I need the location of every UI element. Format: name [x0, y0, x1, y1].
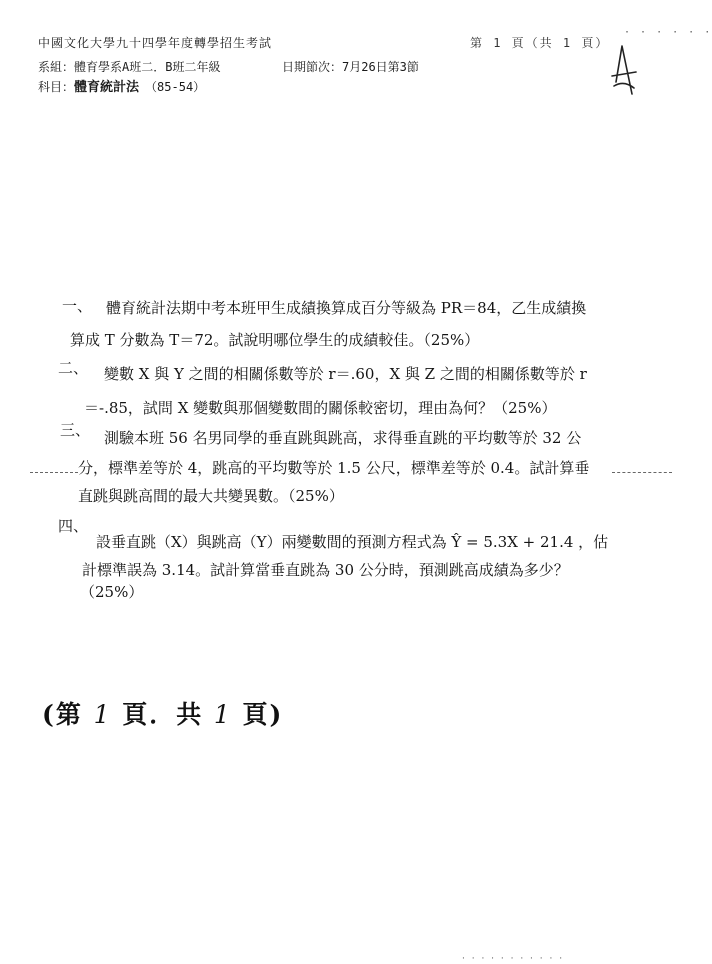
question-2-number: 二、: [58, 359, 89, 377]
scan-dashed-line-left: [30, 472, 78, 473]
question-2-line-1: 變數 X 與 Y 之間的相關係數等於 r＝.60，X 與 Z 之間的相關係數等於 r: [104, 365, 587, 383]
handwritten-check-mark: [606, 42, 640, 98]
bottom-scan-dots: · · · · · · · · · · ·: [462, 954, 565, 964]
question-3-line-3: 直跳與跳高間的最大共變異數。（25%）: [78, 487, 344, 505]
subject-name: 體育統計法: [74, 80, 140, 95]
footer-mid: 頁．共: [122, 700, 204, 729]
question-4-line-1: 設垂直跳（X）與跳高（Y）兩變數間的預測方程式為 Ŷ = 5.3X + 21.4 ，估: [96, 533, 609, 551]
subject-code: （85-54）: [151, 80, 206, 94]
question-2-line-2: ＝-.85，試問 X 變數與那個變數間的關係較密切，理由為何？（25%）: [84, 399, 557, 417]
subject-line: [38, 80, 205, 95]
header-page-info: 第 1 頁（共 1 頁）: [470, 36, 610, 50]
school-exam-title: 中國文化大學九十四學年度轉學招生考試: [38, 36, 273, 50]
question-4-line-3: （25%）: [80, 583, 144, 601]
scan-dashed-line-right: [612, 472, 672, 473]
footer-total-pages: 1: [213, 700, 232, 729]
department-line: 系組：體育學系A班二．B班二年級: [38, 60, 221, 74]
question-1-line-1: 體育統計法期中考本班甲生成績換算成百分等級為 PR＝84，乙生成績換: [106, 299, 587, 317]
header-corner-dots: · · · · · ·: [624, 27, 712, 38]
footer-close: 頁): [242, 700, 284, 729]
question-3-line-1: 測驗本班 56 名男同學的垂直跳與跳高，求得垂直跳的平均數等於 32 公: [104, 429, 582, 447]
question-3-line-2: 分，標準差等於 4，跳高的平均數等於 1.5 公尺，標準差等於 0.4。試計算垂: [78, 459, 590, 477]
question-1-number: 一、: [62, 297, 93, 315]
date-period-line: 日期節次：7月26日第3節: [282, 60, 419, 74]
question-1-line-2: 算成 T 分數為 T＝72。試說明哪位學生的成績較佳。（25%）: [70, 331, 480, 349]
subject-label: 科目：: [38, 80, 75, 94]
question-4-number: 四、: [58, 517, 89, 535]
footer-page-indicator: [42, 698, 283, 732]
footer-open: (第: [42, 700, 83, 729]
footer-page-number: 1: [93, 700, 112, 729]
question-4-line-2: 計標準誤為 3.14。試計算當垂直跳為 30 公分時，預測跳高成績為多少？: [82, 561, 569, 579]
question-3-number: 三、: [60, 421, 91, 439]
